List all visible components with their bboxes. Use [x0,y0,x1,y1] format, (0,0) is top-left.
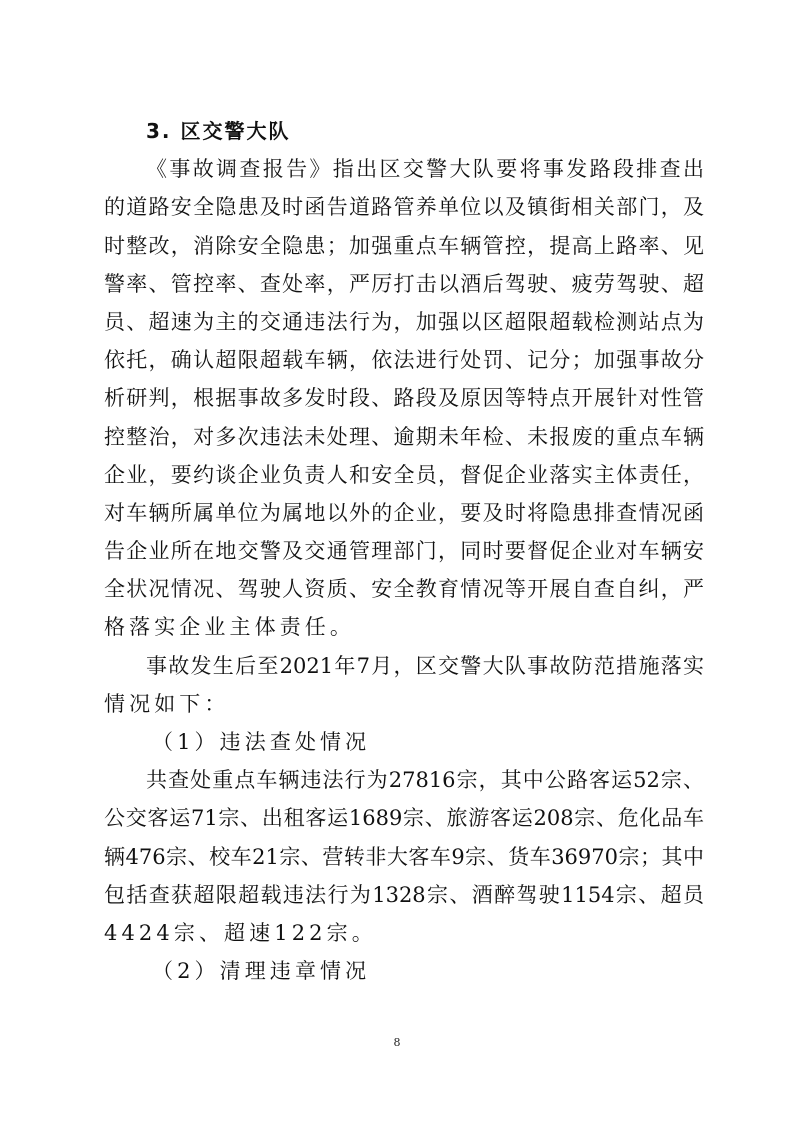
paragraph-line: 依托，确认超限超载车辆，依法进行处罚、记分；加强事故分 [104,348,704,373]
paragraph-line: 警率、管控率、查处率，严厉打击以酒后驾驶、疲劳驾驶、超 [104,271,704,296]
paragraph-line: 4424宗、超速122宗。 [104,920,377,945]
paragraph-line: 析研判，根据事故多发时段、路段及原因等特点开展针对性管 [104,386,704,411]
paragraph-line: 共查处重点车辆违法行为27816宗，其中公路客运52宗、 [146,768,704,793]
paragraph-responsibilities [104,150,704,646]
subsection-title-violations: （1）违法查处情况 [152,730,371,754]
document-body [104,112,704,990]
paragraph-line: 企业，要约谈企业负责人和安全员，督促企业落实主体责任， [104,462,704,487]
paragraph-line: 对车辆所属单位为属地以外的企业，要及时将隐患排查情况函 [104,500,704,525]
paragraph-line: 的道路安全隐患及时函告道路管养单位以及镇街相关部门，及 [104,195,704,220]
paragraph-line: 格落实企业主体责任。 [104,615,355,640]
paragraph-line: 全状况情况、驾驶人资质、安全教育情况等开展自查自纠，严 [104,577,704,602]
paragraph-line: 《事故调查报告》指出区交警大队要将事发路段排查出 [146,157,704,182]
paragraph-line: 员、超速为主的交通违法行为，加强以区超限超载检测站点为 [104,309,704,334]
paragraph-line: 包括查获超限超载违法行为1328宗、酒醉驾驶1154宗、超员 [104,882,704,907]
subsection-title-cleanup: （2）清理违章情况 [152,959,371,984]
paragraph-line: 辆476宗、校车21宗、营转非大客车9宗、货车36970宗；其中 [104,844,704,869]
paragraph-line: 公交客运71宗、出租客运1689宗、旅游客运208宗、危化品车 [104,806,704,831]
paragraph-line: 控整治，对多次违法未处理、逾期未年检、未报废的重点车辆 [104,424,704,449]
paragraph-line: 情况如下： [104,691,230,716]
paragraph-line: 事故发生后至2021年7月，区交警大队事故防范措施落实 [146,653,704,678]
paragraph-violation-stats [104,761,704,952]
section-heading: 3. 区交警大队 [146,119,291,143]
paragraph-line: 告企业所在地交警及交通管理部门，同时要督促企业对车辆安 [104,539,704,564]
paragraph-line: 时整改，消除安全隐患；加强重点车辆管控，提高上路率、见 [104,233,704,258]
page-number: 8 [393,1036,401,1049]
paragraph-implementation-intro [104,647,704,723]
